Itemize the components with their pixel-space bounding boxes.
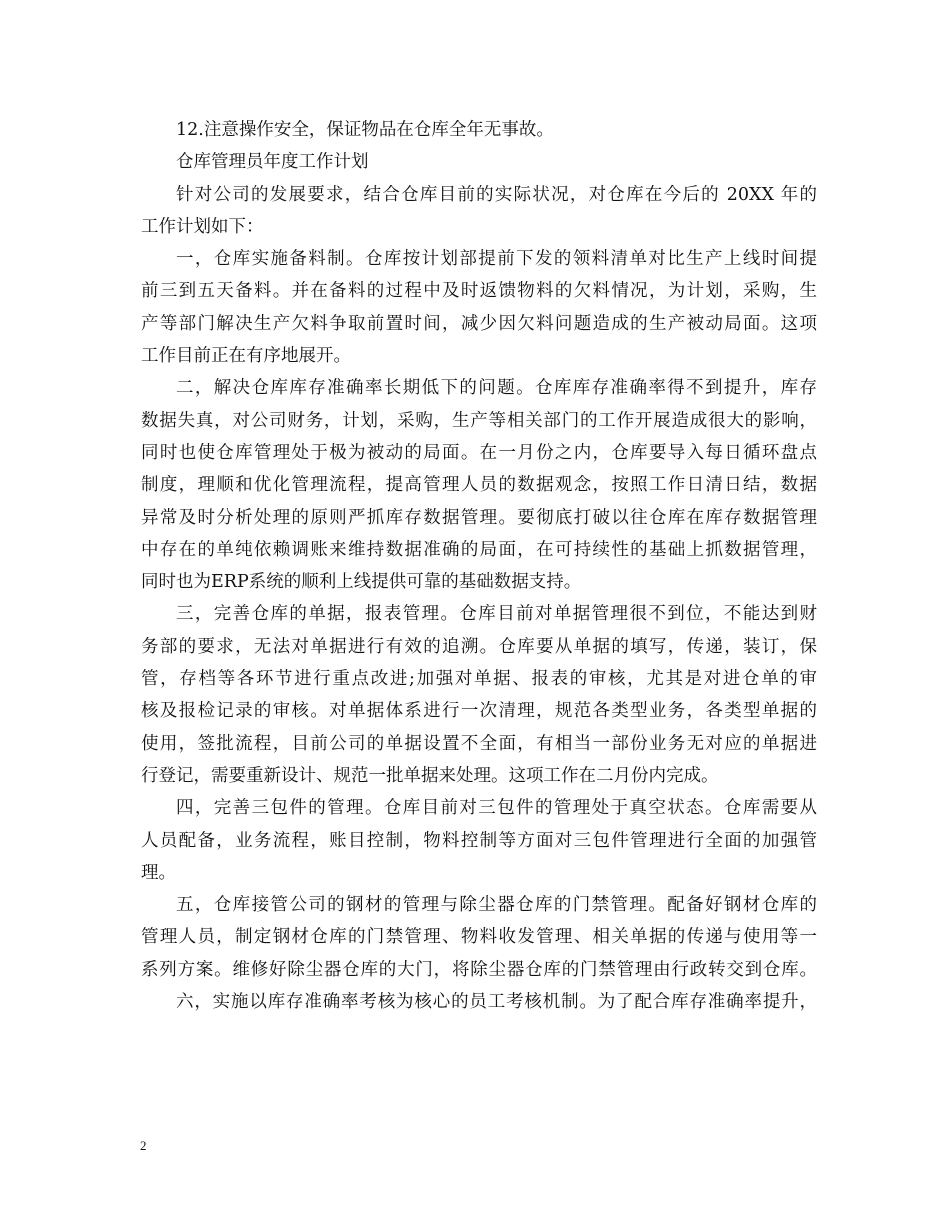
- document-body: [141, 114, 817, 1018]
- text-line: 行登记，需要重新设计、规范一批单据来处理。这项工作在二月份内完成。: [141, 765, 719, 786]
- text-line: 数据失真，对公司财务，计划，采购，生产等相关部门的工作开展造成很大的影响，: [141, 410, 817, 431]
- text-line: 理。: [141, 862, 176, 883]
- text-line: 制度，理顺和优化管理流程，提高管理人员的数据观念，按照工作日清日结，数据: [141, 475, 817, 496]
- text-line: 人员配备，业务流程，账目控制，物料控制等方面对三包件管理进行全面的加强管: [141, 830, 817, 851]
- text-line: 前三到五天备料。并在备料的过程中及时返馈物料的欠料情况，为计划，采购，生: [141, 281, 817, 302]
- text-line: 使用，签批流程，目前公司的单据设置不全面，有相当一部份业务无对应的单据进: [141, 733, 817, 754]
- section-heading: 仓库管理员年度工作计划: [176, 152, 369, 173]
- text-line: 工作计划如下：: [141, 216, 264, 237]
- text-line: 管，存档等各环节进行重点改进;加强对单据、报表的审核，尤其是对进仓单的审: [141, 669, 817, 690]
- text-line: 六，实施以库存准确率考核为核心的员工考核机制。为了配合库存准确率提升，: [176, 992, 817, 1013]
- text-line: 同时也为ERP系统的顺利上线提供可靠的基础数据支持。: [141, 572, 582, 593]
- text-line: 异常及时分析处理的原则严抓库存数据管理。要彻底打破以往仓库在库存数据管理: [141, 507, 817, 528]
- text-line: 产等部门解决生产欠料争取前置时间，减少因欠料问题造成的生产被动局面。这项: [141, 313, 817, 334]
- text-line: 系列方案。维修好除尘器仓库的大门，将除尘器仓库的门禁管理由行政转交到仓库。: [141, 959, 817, 980]
- text-line: 五，仓库接管公司的钢材的管理与除尘器仓库的门禁管理。配备好钢材仓库的: [176, 895, 817, 916]
- text-line: 一，仓库实施备料制。仓库按计划部提前下发的领料清单对比生产上线时间提: [176, 249, 817, 270]
- text-line: 工作目前正在有序地展开。: [141, 346, 351, 367]
- text-line: 二，解决仓库库存准确率长期低下的问题。仓库库存准确率得不到提升，库存: [176, 378, 817, 399]
- page-number: 2: [140, 1138, 147, 1153]
- text-line: 同时也使仓库管理处于极为被动的局面。在一月份之内，仓库要导入每日循环盘点: [141, 442, 817, 463]
- text-line: 务部的要求，无法对单据进行有效的追溯。仓库要从单据的填写，传递，装订，保: [141, 636, 817, 657]
- text-line: 中存在的单纯依赖调账来维持数据准确的局面，在可持续性的基础上抓数据管理，: [141, 539, 817, 560]
- text-line: 针对公司的发展要求，结合仓库目前的实际状况，对仓库在今后的 20XX 年的: [176, 184, 817, 205]
- text-line: 核及报检记录的审核。对单据体系进行一次清理，规范各类型业务，各类型单据的: [141, 701, 817, 722]
- text-line: 管理人员，制定钢材仓库的门禁管理、物料收发管理、相关单据的传递与使用等一: [141, 927, 817, 948]
- text-line: 三，完善仓库的单据，报表管理。仓库目前对单据管理很不到位，不能达到财: [176, 604, 817, 625]
- text-line: 12.注意操作安全，保证物品在仓库全年无事故。: [176, 120, 554, 140]
- text-line: 四，完善三包件的管理。仓库目前对三包件的管理处于真空状态。仓库需要从: [176, 798, 817, 819]
